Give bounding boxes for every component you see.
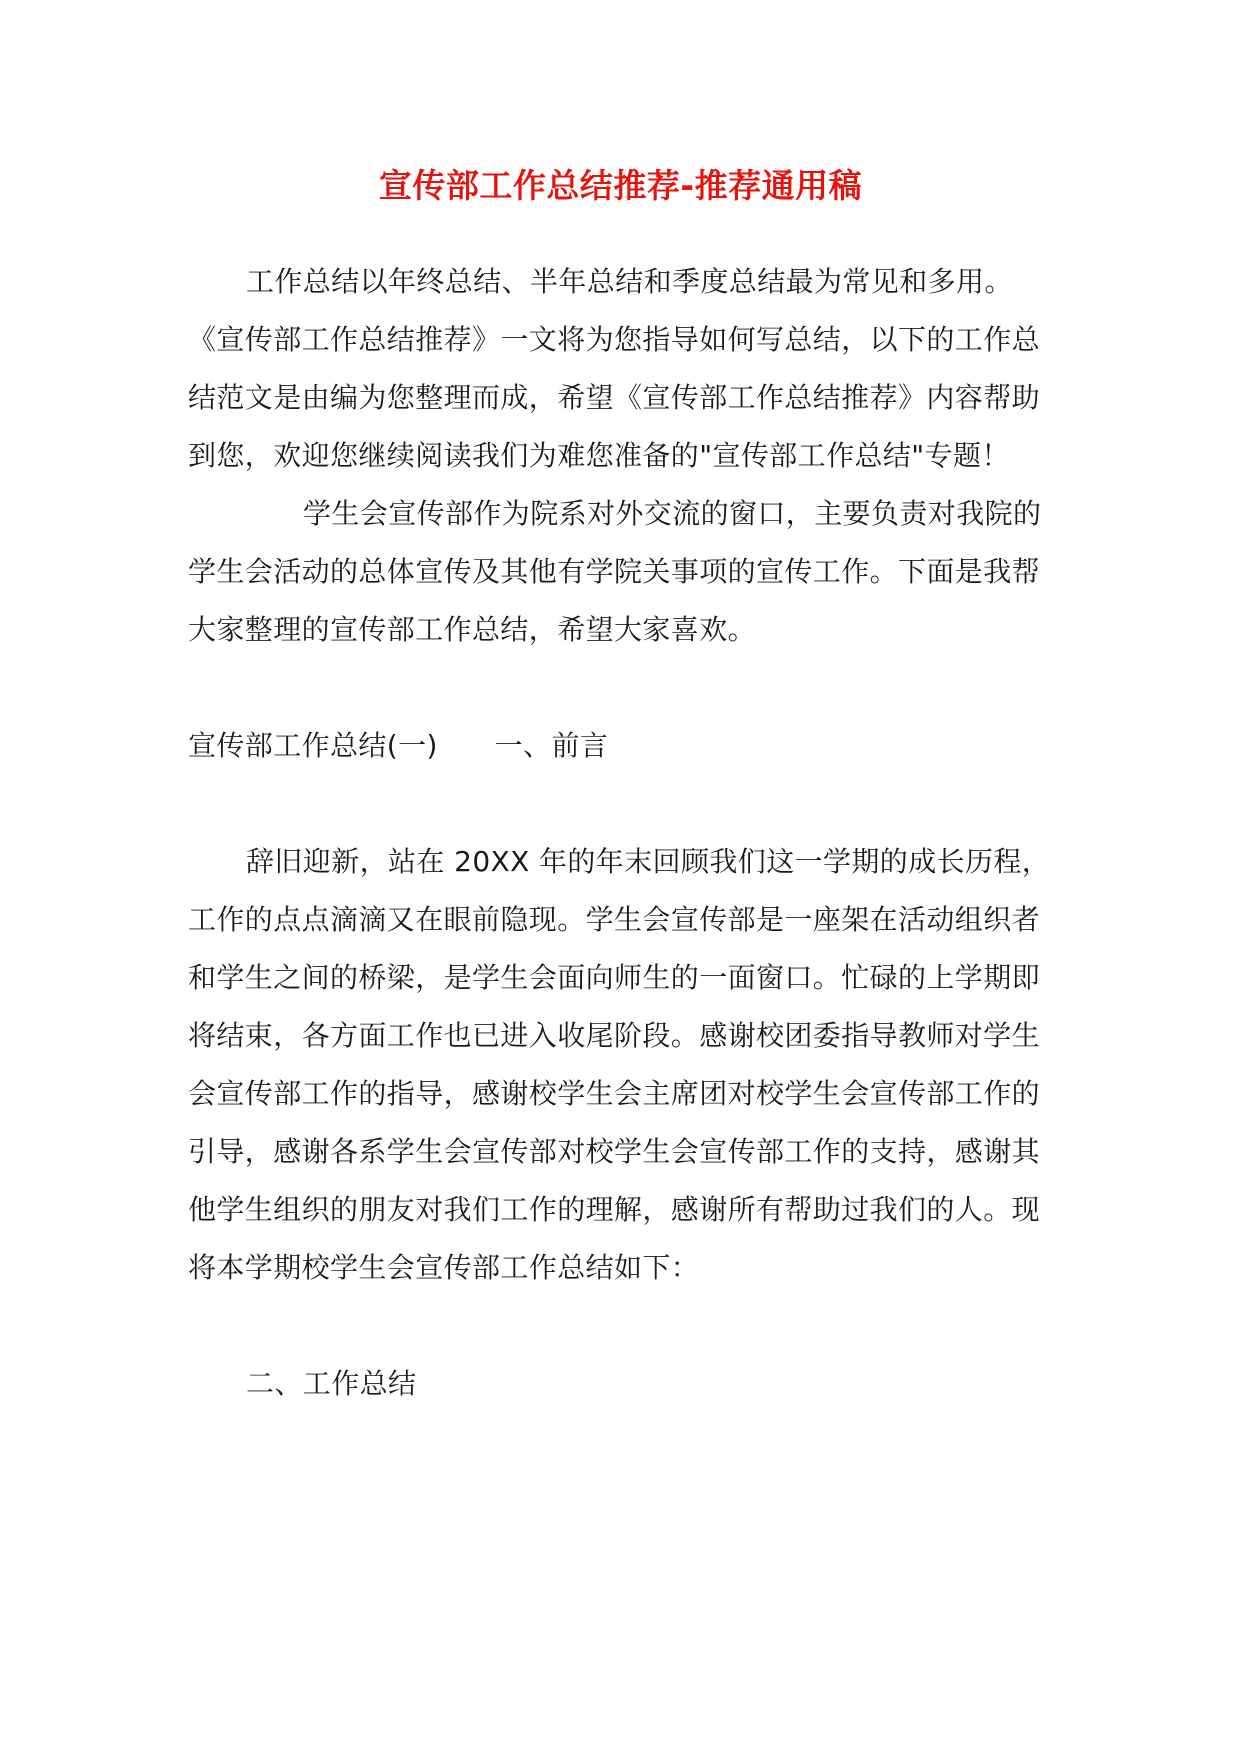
body-line: 引导，感谢各系学生会宣传部对校学生会宣传部工作的支持，感谢其 [188, 1135, 1041, 1168]
intro-line: 结范文是由编为您整理而成，希望《宣传部工作总结推荐》内容帮助 [188, 381, 1041, 414]
body-line: 和学生之间的桥梁，是学生会面向师生的一面窗口。忙碌的上学期即 [188, 961, 1041, 994]
section-heading-2: 二、工作总结 [246, 1367, 417, 1400]
body-line: 会宣传部工作的指导，感谢校学生会主席团对校学生会宣传部工作的 [188, 1077, 1041, 1110]
body-line: 他学生组织的朋友对我们工作的理解，感谢所有帮助过我们的人。现 [188, 1193, 1041, 1226]
body-line: 工作的点点滴滴又在眼前隐现。学生会宣传部是一座架在活动组织者 [188, 903, 1041, 936]
body-line: 将结束，各方面工作也已进入收尾阶段。感谢校团委指导教师对学生 [188, 1019, 1041, 1052]
body-line: 将本学期校学生会宣传部工作总结如下： [188, 1251, 700, 1284]
intro-line: 到您，欢迎您继续阅读我们为难您准备的"宣传部工作总结"专题！ [188, 439, 1010, 472]
lead-line: 学生会宣传部作为院系对外交流的窗口，主要负责对我院的 [303, 497, 1042, 530]
section-heading-1: 宣传部工作总结(一) 一、前言 [188, 729, 609, 762]
lead-line: 学生会活动的总体宣传及其他有学院关事项的宣传工作。下面是我帮 [188, 555, 1041, 588]
body-line: 辞旧迎新，站在 20XX 年的年末回顾我们这一学期的成长历程， [246, 845, 1051, 878]
intro-line: 工作总结以年终总结、半年总结和季度总结最为常见和多用。 [246, 265, 1013, 298]
intro-line: 《宣传部工作总结推荐》一文将为您指导如何写总结，以下的工作总 [188, 323, 1041, 356]
document-title: 宣传部工作总结推荐-推荐通用稿 [378, 166, 863, 205]
lead-line: 大家整理的宣传部工作总结，希望大家喜欢。 [188, 613, 757, 646]
